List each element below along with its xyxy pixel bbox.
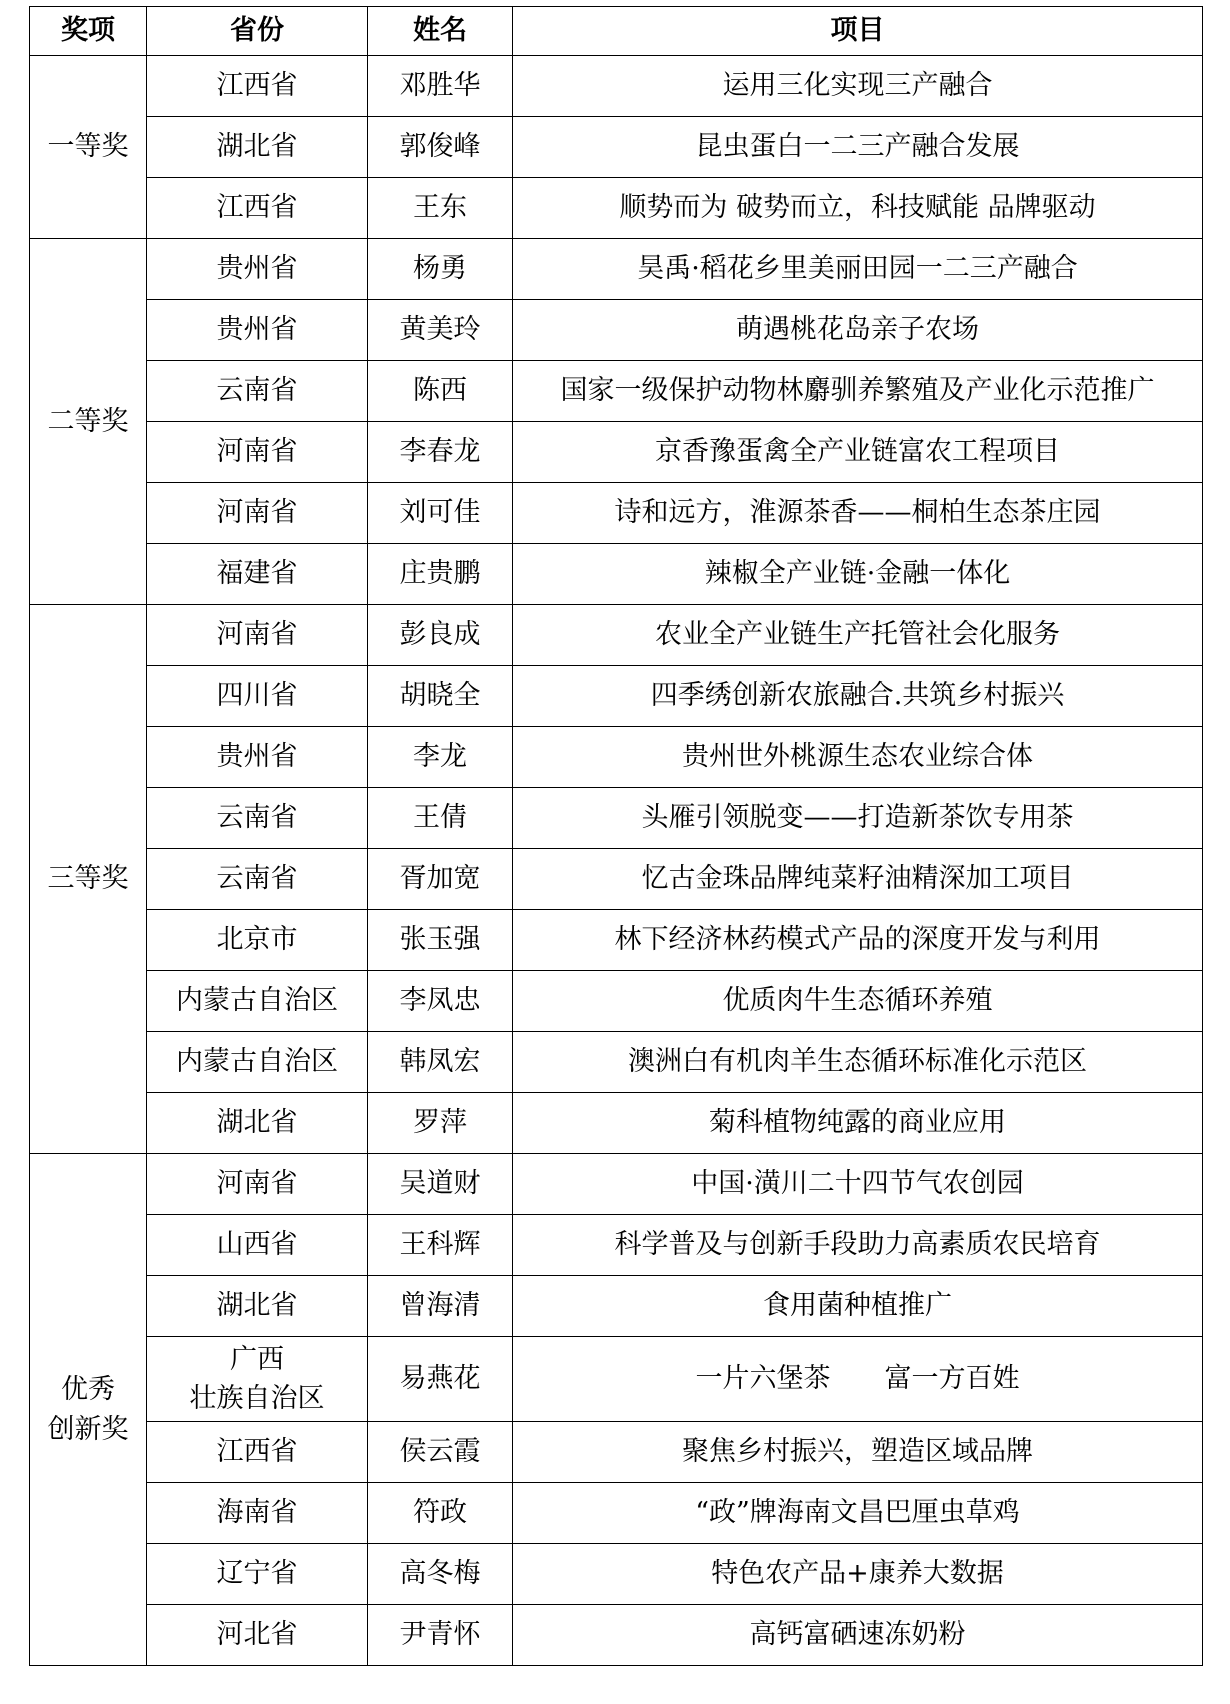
name-cell: 符政 xyxy=(368,1483,513,1544)
name-cell: 张玉强 xyxy=(368,910,513,971)
table-row xyxy=(30,1422,1203,1483)
table-body xyxy=(30,56,1203,1666)
name-cell: 高冬梅 xyxy=(368,1544,513,1605)
table-row xyxy=(30,788,1203,849)
province-cell: 贵州省 xyxy=(147,300,368,361)
province-cell: 河南省 xyxy=(147,1154,368,1215)
table-row xyxy=(30,1215,1203,1276)
name-cell: 庄贵鹏 xyxy=(368,544,513,605)
table-row xyxy=(30,178,1203,239)
award-cell: 优秀 创新奖 xyxy=(30,1154,147,1666)
award-cell: 三等奖 xyxy=(30,605,147,1154)
province-cell: 北京市 xyxy=(147,910,368,971)
name-cell: 彭良成 xyxy=(368,605,513,666)
name-cell: 黄美玲 xyxy=(368,300,513,361)
name-cell: 王科辉 xyxy=(368,1215,513,1276)
project-cell: 一片六堡茶 富一方百姓 xyxy=(513,1337,1203,1422)
name-cell: 胡晓全 xyxy=(368,666,513,727)
table-row xyxy=(30,1276,1203,1337)
name-cell: 邓胜华 xyxy=(368,56,513,117)
project-cell: 四季绣创新农旅融合.共筑乡村振兴 xyxy=(513,666,1203,727)
project-cell: 中国·潢川二十四节气农创园 xyxy=(513,1154,1203,1215)
province-cell: 贵州省 xyxy=(147,239,368,300)
project-cell: 林下经济林药模式产品的深度开发与利用 xyxy=(513,910,1203,971)
name-cell: 李春龙 xyxy=(368,422,513,483)
name-cell: 尹青怀 xyxy=(368,1605,513,1666)
province-cell: 湖北省 xyxy=(147,117,368,178)
header-project: 项目 xyxy=(513,7,1203,56)
header-name: 姓名 xyxy=(368,7,513,56)
province-cell: 江西省 xyxy=(147,1422,368,1483)
table-row xyxy=(30,300,1203,361)
project-cell: 运用三化实现三产融合 xyxy=(513,56,1203,117)
project-cell: 国家一级保护动物林麝驯养繁殖及产业化示范推广 xyxy=(513,361,1203,422)
province-cell: 云南省 xyxy=(147,788,368,849)
project-cell: 食用菌种植推广 xyxy=(513,1276,1203,1337)
province-cell: 辽宁省 xyxy=(147,1544,368,1605)
name-cell: 李凤忠 xyxy=(368,971,513,1032)
table-row xyxy=(30,544,1203,605)
table-row xyxy=(30,1544,1203,1605)
province-cell: 福建省 xyxy=(147,544,368,605)
project-cell: 萌遇桃花岛亲子农场 xyxy=(513,300,1203,361)
province-cell: 河南省 xyxy=(147,605,368,666)
table-row xyxy=(30,1154,1203,1215)
project-cell: 科学普及与创新手段助力高素质农民培育 xyxy=(513,1215,1203,1276)
project-cell: 京香豫蛋禽全产业链富农工程项目 xyxy=(513,422,1203,483)
project-cell: 诗和远方，淮源茶香——桐柏生态茶庄园 xyxy=(513,483,1203,544)
project-cell: 澳洲白有机肉羊生态循环标准化示范区 xyxy=(513,1032,1203,1093)
province-cell: 河南省 xyxy=(147,422,368,483)
project-cell: 聚焦乡村振兴，塑造区域品牌 xyxy=(513,1422,1203,1483)
name-cell: 陈西 xyxy=(368,361,513,422)
table-row xyxy=(30,56,1203,117)
table-row xyxy=(30,727,1203,788)
project-cell: 特色农产品+康养大数据 xyxy=(513,1544,1203,1605)
table-row xyxy=(30,605,1203,666)
province-cell: 湖北省 xyxy=(147,1093,368,1154)
table-row xyxy=(30,1337,1203,1422)
table-row xyxy=(30,1093,1203,1154)
project-cell: 头雁引领脱变——打造新茶饮专用茶 xyxy=(513,788,1203,849)
table-row xyxy=(30,971,1203,1032)
project-cell: 菊科植物纯露的商业应用 xyxy=(513,1093,1203,1154)
project-cell: 贵州世外桃源生态农业综合体 xyxy=(513,727,1203,788)
table-row xyxy=(30,361,1203,422)
project-cell: 忆古金珠品牌纯菜籽油精深加工项目 xyxy=(513,849,1203,910)
name-cell: 吴道财 xyxy=(368,1154,513,1215)
project-cell: 辣椒全产业链·金融一体化 xyxy=(513,544,1203,605)
province-cell: 内蒙古自治区 xyxy=(147,971,368,1032)
name-cell: 王东 xyxy=(368,178,513,239)
name-cell: 罗萍 xyxy=(368,1093,513,1154)
name-cell: 侯云霞 xyxy=(368,1422,513,1483)
province-cell: 云南省 xyxy=(147,849,368,910)
table-row xyxy=(30,117,1203,178)
province-cell: 河南省 xyxy=(147,483,368,544)
table-row xyxy=(30,849,1203,910)
project-cell: 优质肉牛生态循环养殖 xyxy=(513,971,1203,1032)
province-cell: 江西省 xyxy=(147,56,368,117)
name-cell: 曾海清 xyxy=(368,1276,513,1337)
project-cell: 顺势而为 破势而立，科技赋能 品牌驱动 xyxy=(513,178,1203,239)
province-cell: 四川省 xyxy=(147,666,368,727)
province-cell: 江西省 xyxy=(147,178,368,239)
province-cell: 云南省 xyxy=(147,361,368,422)
table-row xyxy=(30,483,1203,544)
header-row xyxy=(30,7,1203,56)
table-row xyxy=(30,666,1203,727)
award-cell: 二等奖 xyxy=(30,239,147,605)
province-cell: 湖北省 xyxy=(147,1276,368,1337)
name-cell: 易燕花 xyxy=(368,1337,513,1422)
table-row xyxy=(30,1483,1203,1544)
award-table xyxy=(29,6,1203,1666)
name-cell: 王倩 xyxy=(368,788,513,849)
project-cell: “政”牌海南文昌巴厘虫草鸡 xyxy=(513,1483,1203,1544)
province-cell: 广西 壮族自治区 xyxy=(147,1337,368,1422)
table-row xyxy=(30,1605,1203,1666)
project-cell: 昊禹·稻花乡里美丽田园一二三产融合 xyxy=(513,239,1203,300)
province-cell: 海南省 xyxy=(147,1483,368,1544)
project-cell: 农业全产业链生产托管社会化服务 xyxy=(513,605,1203,666)
province-cell: 河北省 xyxy=(147,1605,368,1666)
name-cell: 胥加宽 xyxy=(368,849,513,910)
table-row xyxy=(30,1032,1203,1093)
name-cell: 韩凤宏 xyxy=(368,1032,513,1093)
header-province: 省份 xyxy=(147,7,368,56)
name-cell: 郭俊峰 xyxy=(368,117,513,178)
province-cell: 贵州省 xyxy=(147,727,368,788)
name-cell: 刘可佳 xyxy=(368,483,513,544)
header-award: 奖项 xyxy=(30,7,147,56)
table-header xyxy=(30,7,1203,56)
name-cell: 李龙 xyxy=(368,727,513,788)
name-cell: 杨勇 xyxy=(368,239,513,300)
project-cell: 高钙富硒速冻奶粉 xyxy=(513,1605,1203,1666)
project-cell: 昆虫蛋白一二三产融合发展 xyxy=(513,117,1203,178)
table-row xyxy=(30,422,1203,483)
table-row xyxy=(30,239,1203,300)
province-cell: 内蒙古自治区 xyxy=(147,1032,368,1093)
table-row xyxy=(30,910,1203,971)
province-cell: 山西省 xyxy=(147,1215,368,1276)
award-cell: 一等奖 xyxy=(30,56,147,239)
